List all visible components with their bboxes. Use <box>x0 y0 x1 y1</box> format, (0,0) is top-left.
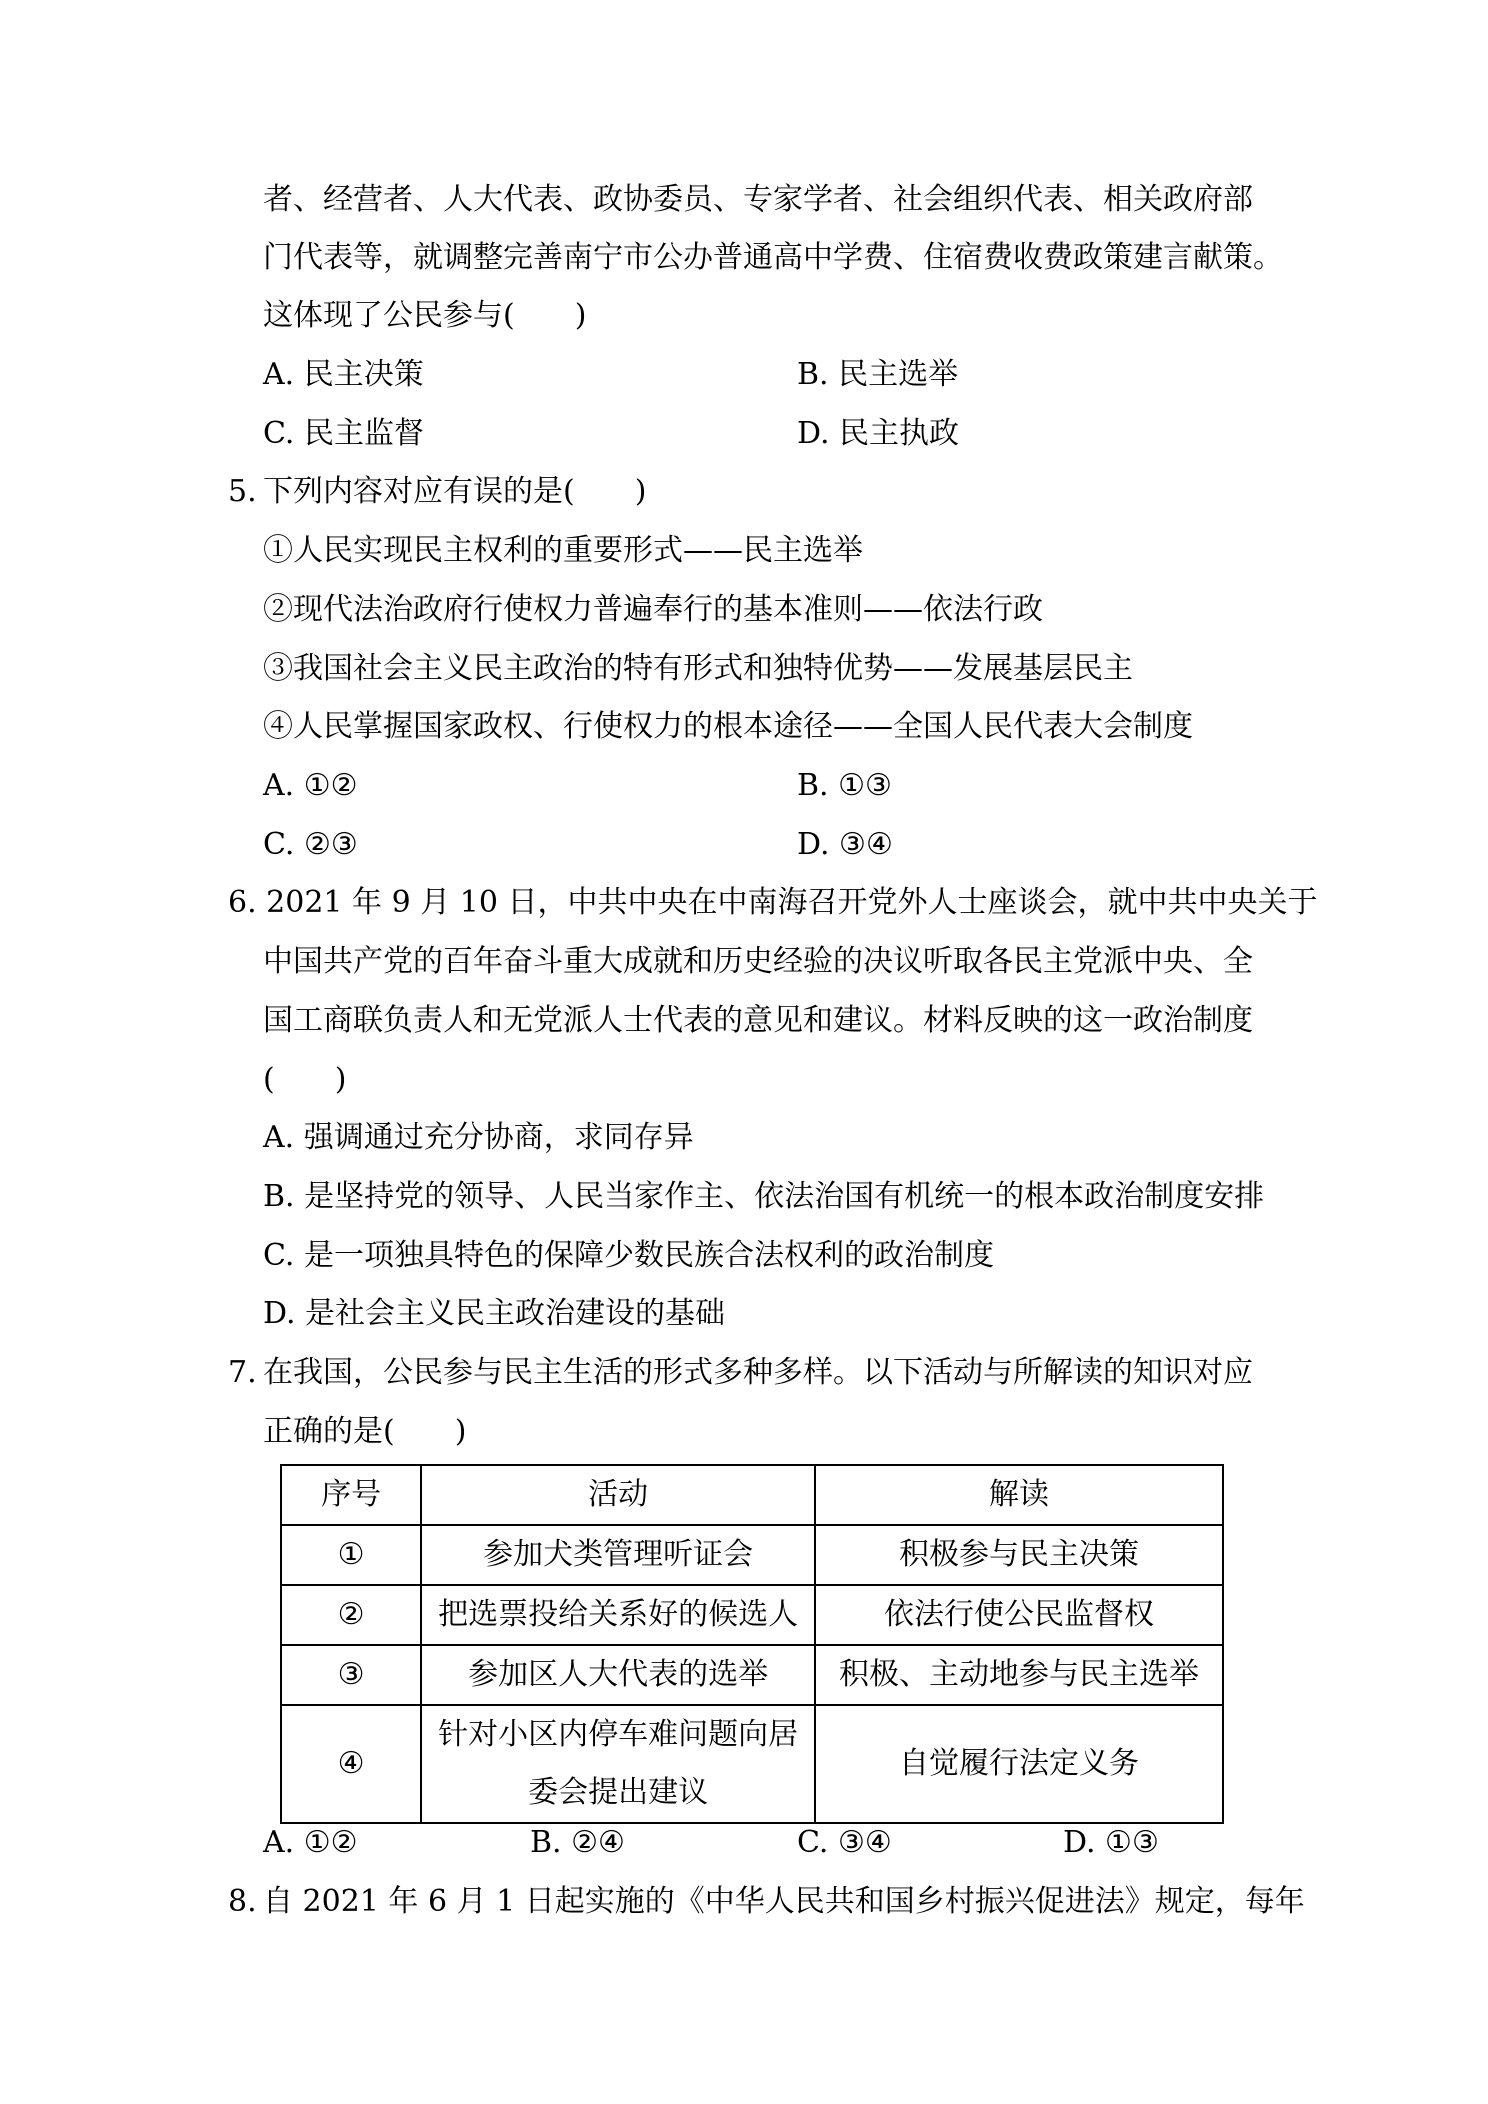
q8-stem-line-1: 自 2021 年 6 月 1 日起实施的《中华人民共和国乡村振兴促进法》规定，每年 <box>263 1884 1305 1919</box>
q6-option-b: B. 是坚持党的领导、人民当家作主、依法治国有机统一的根本政治制度安排 <box>263 1179 1265 1214</box>
q7-table <box>280 1464 1224 1824</box>
q5-stem: 下列内容对应有误的是( ) <box>263 474 647 509</box>
q5-option-c: C. ②③ <box>263 827 358 862</box>
q6-option-d: D. 是社会主义民主政治建设的基础 <box>263 1296 726 1331</box>
table-row <box>281 1645 1223 1705</box>
q6-stem-line-1: 6. 2021 年 9 月 10 日，中共中央在中南海召开党外人士座谈会，就中共中央关于 <box>228 885 1318 920</box>
q7-number: 7. <box>228 1355 257 1390</box>
table-header-row <box>281 1465 1223 1525</box>
q7-stem-line-1: 在我国，公民参与民主生活的形式多种多样。以下活动与所解读的知识对应 <box>263 1355 1253 1390</box>
table-row <box>281 1585 1223 1645</box>
q7-option-a: A. ①② <box>263 1825 358 1860</box>
q5-item-2: ②现代法治政府行使权力普遍奉行的基本准则——依法行政 <box>263 592 1043 627</box>
q4-option-b: B. 民主选举 <box>797 357 959 392</box>
table-cell-activity: 参加犬类管理听证会 <box>421 1525 815 1585</box>
q6-option-a: A. 强调通过充分协商，求同存异 <box>263 1120 694 1155</box>
q5-option-b: B. ①③ <box>797 768 892 803</box>
table-header-interpretation: 解读 <box>815 1465 1223 1525</box>
q8-number: 8. <box>228 1884 257 1919</box>
q7-option-d: D. ①③ <box>1063 1825 1159 1860</box>
table-header-activity: 活动 <box>421 1465 815 1525</box>
q6-option-c: C. 是一项独具特色的保障少数民族合法权利的政治制度 <box>263 1238 994 1273</box>
q5-item-3: ③我国社会主义民主政治的特有形式和独特优势——发展基层民主 <box>263 651 1133 686</box>
q6-stem-line-4: ( ) <box>263 1062 347 1097</box>
table-cell-activity-line-1: 针对小区内停车难问题向居 <box>438 1717 799 1752</box>
table-row <box>281 1705 1223 1823</box>
q7-option-b: B. ②④ <box>530 1825 625 1860</box>
table-cell-activity: 参加区人大代表的选举 <box>421 1645 815 1705</box>
q7-option-c: C. ③④ <box>797 1825 892 1860</box>
table-cell-interpretation: 积极、主动地参与民主选举 <box>815 1645 1223 1705</box>
q4-line-3: 这体现了公民参与( ) <box>263 298 587 333</box>
table-cell-number: ③ <box>281 1645 421 1705</box>
table-cell-interpretation: 依法行使公民监督权 <box>815 1585 1223 1645</box>
q6-stem-line-3: 国工商联负责人和无党派人士代表的意见和建议。材料反映的这一政治制度 <box>263 1003 1253 1038</box>
q4-option-c: C. 民主监督 <box>263 416 424 451</box>
table-cell-activity-line-2: 委会提出建议 <box>528 1775 709 1810</box>
table-row <box>281 1525 1223 1585</box>
table-cell-number: ② <box>281 1585 421 1645</box>
q5-option-a: A. ①② <box>263 768 358 803</box>
q5-item-4: ④人民掌握国家政权、行使权力的根本途径——全国人民代表大会制度 <box>263 709 1193 744</box>
table-cell-number: ① <box>281 1525 421 1585</box>
q4-line-1: 者、经营者、人大代表、政协委员、专家学者、社会组织代表、相关政府部 <box>263 182 1253 217</box>
q4-option-a: A. 民主决策 <box>263 357 424 392</box>
q4-option-d: D. 民主执政 <box>797 416 960 451</box>
q6-stem-line-2: 中国共产党的百年奋斗重大成就和历史经验的决议听取各民主党派中央、全 <box>263 944 1253 979</box>
q5-option-d: D. ③④ <box>797 827 893 862</box>
table-cell-activity <box>421 1705 815 1823</box>
q5-item-1: ①人民实现民主权利的重要形式——民主选举 <box>263 533 863 568</box>
table-cell-interpretation: 自觉履行法定义务 <box>815 1705 1223 1823</box>
q4-line-2: 门代表等，就调整完善南宁市公办普通高中学费、住宿费收费政策建言献策。 <box>263 240 1283 275</box>
table-header-number: 序号 <box>281 1465 421 1525</box>
q7-stem-line-2: 正确的是( ) <box>263 1414 467 1449</box>
table-cell-activity: 把选票投给关系好的候选人 <box>421 1585 815 1645</box>
q5-number: 5. <box>228 474 257 509</box>
table-cell-interpretation: 积极参与民主决策 <box>815 1525 1223 1585</box>
table-cell-number: ④ <box>281 1705 421 1823</box>
